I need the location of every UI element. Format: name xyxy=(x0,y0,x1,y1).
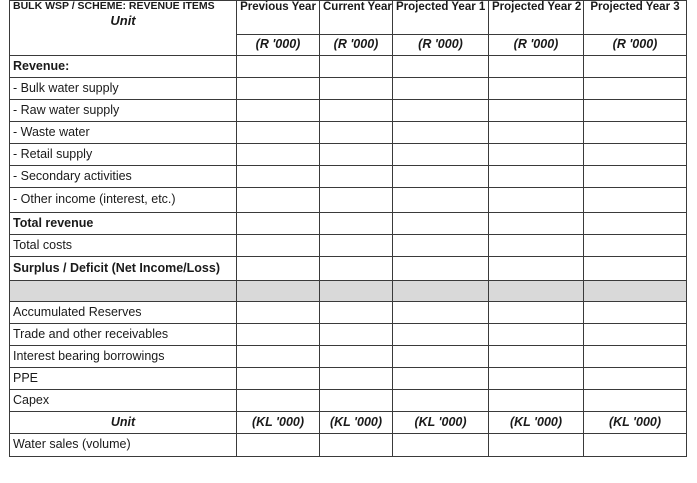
unit-cell: (KL '000) xyxy=(320,412,393,434)
table-title: BULK WSP / SCHEME: REVENUE ITEMS xyxy=(13,0,215,12)
input-cell[interactable] xyxy=(393,56,489,78)
unit-cell: (KL '000) xyxy=(393,412,489,434)
input-cell[interactable] xyxy=(393,368,489,390)
input-cell[interactable] xyxy=(489,122,584,144)
input-cell[interactable] xyxy=(237,166,320,188)
table-row xyxy=(10,324,687,346)
input-cell[interactable] xyxy=(489,434,584,457)
input-cell[interactable] xyxy=(393,100,489,122)
input-cell[interactable] xyxy=(320,188,393,213)
input-cell[interactable] xyxy=(489,56,584,78)
input-cell[interactable] xyxy=(237,302,320,324)
input-cell[interactable] xyxy=(237,78,320,100)
unit-cell: (KL '000) xyxy=(584,412,687,434)
separator-cell xyxy=(320,281,393,302)
input-cell[interactable] xyxy=(584,390,687,412)
col-projected-year-1: Projected Year 1 xyxy=(393,1,489,35)
input-cell[interactable] xyxy=(320,257,393,281)
input-cell[interactable] xyxy=(320,144,393,166)
input-cell[interactable] xyxy=(489,324,584,346)
unit-cell: (R '000) xyxy=(489,35,584,56)
input-cell[interactable] xyxy=(393,188,489,213)
input-cell[interactable] xyxy=(489,257,584,281)
input-cell[interactable] xyxy=(584,144,687,166)
input-cell[interactable] xyxy=(489,368,584,390)
input-cell[interactable] xyxy=(320,100,393,122)
separator-cell xyxy=(10,281,237,302)
input-cell[interactable] xyxy=(320,78,393,100)
input-cell[interactable] xyxy=(393,78,489,100)
unit-cell: (R '000) xyxy=(584,35,687,56)
input-cell[interactable] xyxy=(584,302,687,324)
separator-cell xyxy=(584,281,687,302)
table-row xyxy=(10,302,687,324)
input-cell[interactable] xyxy=(584,368,687,390)
row-label-accumulated-reserves: Accumulated Reserves xyxy=(10,302,237,324)
input-cell[interactable] xyxy=(584,257,687,281)
table-row xyxy=(10,213,687,235)
input-cell[interactable] xyxy=(237,390,320,412)
row-label-bulk-water-supply: - Bulk water supply xyxy=(10,78,237,100)
row-label-total-costs: Total costs xyxy=(10,235,237,257)
row-label-other-income: - Other income (interest, etc.) xyxy=(10,188,237,213)
revenue-items-table xyxy=(9,0,687,457)
separator-cell xyxy=(489,281,584,302)
row-label-capex: Capex xyxy=(10,390,237,412)
table-row xyxy=(10,56,687,78)
input-cell[interactable] xyxy=(237,346,320,368)
input-cell[interactable] xyxy=(489,100,584,122)
volume-unit-label: Unit xyxy=(10,412,237,434)
row-label-ppe: PPE xyxy=(10,368,237,390)
input-cell[interactable] xyxy=(237,100,320,122)
input-cell[interactable] xyxy=(237,188,320,213)
table-row xyxy=(10,368,687,390)
input-cell[interactable] xyxy=(584,235,687,257)
input-cell[interactable] xyxy=(320,235,393,257)
table-row xyxy=(10,188,687,213)
input-cell[interactable] xyxy=(584,434,687,457)
table-row xyxy=(10,144,687,166)
input-cell[interactable] xyxy=(489,213,584,235)
table-row xyxy=(10,235,687,257)
input-cell[interactable] xyxy=(489,78,584,100)
row-label-water-sales-volume: Water sales (volume) xyxy=(10,434,237,457)
table-row xyxy=(10,390,687,412)
input-cell[interactable] xyxy=(584,188,687,213)
unit-cell: (R '000) xyxy=(237,35,320,56)
header-row xyxy=(10,1,687,35)
input-cell[interactable] xyxy=(393,346,489,368)
input-cell[interactable] xyxy=(237,434,320,457)
input-cell[interactable] xyxy=(237,257,320,281)
input-cell[interactable] xyxy=(489,346,584,368)
input-cell[interactable] xyxy=(393,166,489,188)
input-cell[interactable] xyxy=(320,390,393,412)
input-cell[interactable] xyxy=(237,56,320,78)
input-cell[interactable] xyxy=(584,346,687,368)
input-cell[interactable] xyxy=(320,346,393,368)
input-cell[interactable] xyxy=(237,368,320,390)
unit-cell: (KL '000) xyxy=(489,412,584,434)
input-cell[interactable] xyxy=(320,368,393,390)
input-cell[interactable] xyxy=(584,56,687,78)
input-cell[interactable] xyxy=(489,166,584,188)
row-label-waste-water: - Waste water xyxy=(10,122,237,144)
col-projected-year-3: Projected Year 3 xyxy=(584,1,687,35)
table-row xyxy=(10,78,687,100)
shaded-separator-row xyxy=(10,281,687,302)
unit-cell: (R '000) xyxy=(320,35,393,56)
table-row xyxy=(10,346,687,368)
input-cell[interactable] xyxy=(237,144,320,166)
input-cell[interactable] xyxy=(489,144,584,166)
row-label-retail-supply: - Retail supply xyxy=(10,144,237,166)
input-cell[interactable] xyxy=(584,213,687,235)
input-cell[interactable] xyxy=(393,434,489,457)
separator-cell xyxy=(393,281,489,302)
header-title-cell xyxy=(10,1,237,56)
input-cell[interactable] xyxy=(584,166,687,188)
row-label-total-revenue: Total revenue xyxy=(10,213,237,235)
table-row xyxy=(10,122,687,144)
col-current-year: Current Year xyxy=(320,1,393,35)
input-cell[interactable] xyxy=(393,257,489,281)
input-cell[interactable] xyxy=(393,235,489,257)
input-cell[interactable] xyxy=(237,213,320,235)
input-cell[interactable] xyxy=(237,235,320,257)
col-projected-year-2: Projected Year 2 xyxy=(489,1,584,35)
input-cell[interactable] xyxy=(393,324,489,346)
table-row xyxy=(10,166,687,188)
table-row xyxy=(10,100,687,122)
input-cell[interactable] xyxy=(489,390,584,412)
input-cell[interactable] xyxy=(584,78,687,100)
input-cell[interactable] xyxy=(393,390,489,412)
input-cell[interactable] xyxy=(320,302,393,324)
input-cell[interactable] xyxy=(489,302,584,324)
row-label-raw-water-supply: - Raw water supply xyxy=(10,100,237,122)
input-cell[interactable] xyxy=(320,166,393,188)
input-cell[interactable] xyxy=(393,213,489,235)
input-cell[interactable] xyxy=(584,324,687,346)
input-cell[interactable] xyxy=(320,122,393,144)
row-label-surplus-deficit: Surplus / Deficit (Net Income/Loss) xyxy=(10,257,237,281)
input-cell[interactable] xyxy=(320,324,393,346)
input-cell[interactable] xyxy=(320,434,393,457)
input-cell[interactable] xyxy=(237,122,320,144)
row-label-interest-borrowings: Interest bearing borrowings xyxy=(10,346,237,368)
row-label-secondary-activities: - Secondary activities xyxy=(10,166,237,188)
volume-unit-row xyxy=(10,412,687,434)
input-cell[interactable] xyxy=(237,324,320,346)
input-cell[interactable] xyxy=(320,56,393,78)
input-cell[interactable] xyxy=(489,188,584,213)
unit-label: Unit xyxy=(110,12,136,28)
table-row xyxy=(10,434,687,457)
row-label-trade-receivables: Trade and other receivables xyxy=(10,324,237,346)
table-row xyxy=(10,257,687,281)
input-cell[interactable] xyxy=(393,122,489,144)
input-cell[interactable] xyxy=(584,122,687,144)
input-cell[interactable] xyxy=(320,213,393,235)
separator-cell xyxy=(237,281,320,302)
input-cell[interactable] xyxy=(393,302,489,324)
col-previous-year: Previous Year xyxy=(237,1,320,35)
unit-cell: (R '000) xyxy=(393,35,489,56)
input-cell[interactable] xyxy=(584,100,687,122)
input-cell[interactable] xyxy=(489,235,584,257)
row-label-revenue: Revenue: xyxy=(10,56,237,78)
unit-cell: (KL '000) xyxy=(237,412,320,434)
input-cell[interactable] xyxy=(393,144,489,166)
